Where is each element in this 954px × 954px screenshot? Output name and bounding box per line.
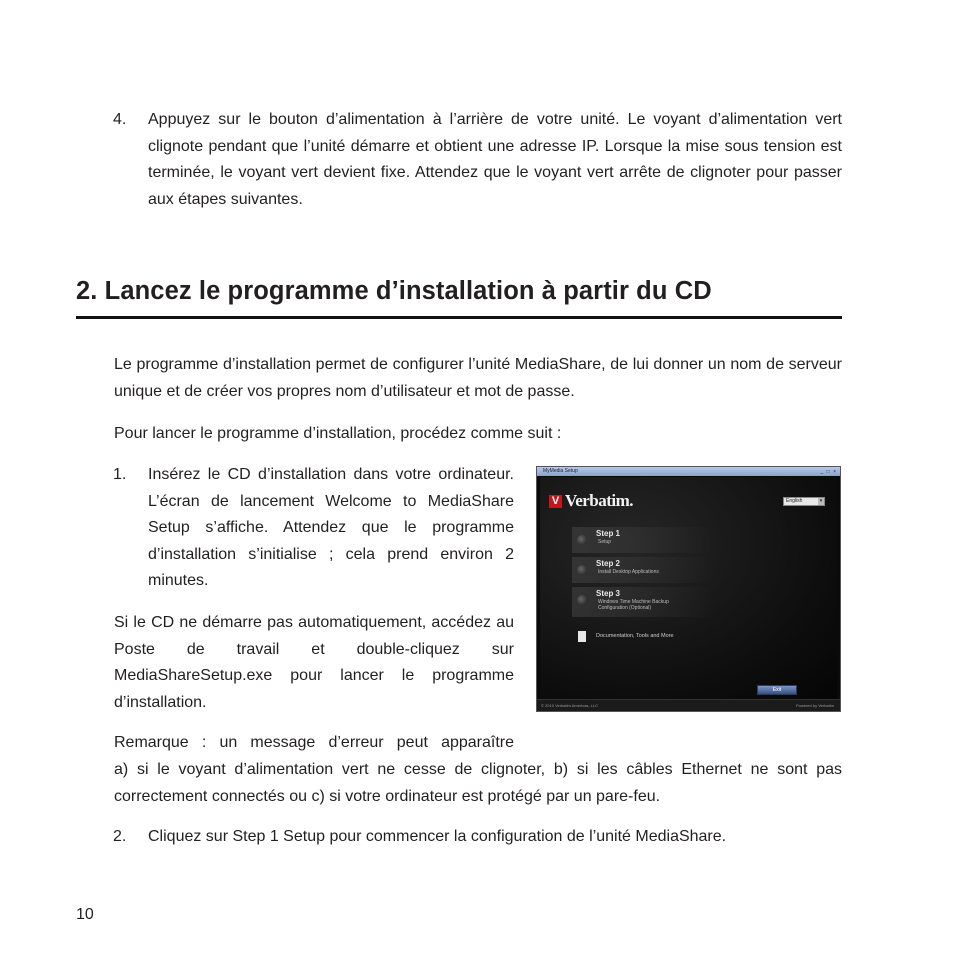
section-heading: 2. Lancez le programme d’installation à partir du CD — [76, 272, 842, 319]
list-number-1: 1. — [113, 466, 127, 483]
step-2-button[interactable] — [572, 557, 712, 583]
step-3-button[interactable] — [572, 587, 712, 617]
step-2-subtitle: Install Desktop Applications — [598, 569, 659, 575]
lead-paragraph: Pour lancer le programme d’installation, procédez comme suit : — [114, 425, 562, 442]
status-bar — [537, 699, 840, 711]
installer-panel — [540, 477, 837, 699]
step-3-title: Step 3 — [596, 589, 621, 598]
step-4-text: Appuyez sur le bouton d’alimentation à l’arrière de votre unité. Le voyant d’alimentation vert clignote pendant que l’unité démarre et obtient une adresse IP. Lorsque la mise sous tension est terminée, le voyant vert devient fixe. Attendez que le voyant vert arrête de clignoter pour passer aux étapes suivantes. — [148, 111, 842, 208]
step-3-subtitle: Windows Time Machine Backup Configuration (Optional) — [598, 599, 669, 611]
list-number-2: 2. — [113, 828, 127, 845]
step-1-title: Step 1 — [596, 529, 621, 538]
verbatim-logo — [549, 491, 633, 511]
step-1-text: Insérez le CD d’installation dans votre ordinateur. L’écran de lancement Welcome to MediaShare Setup s’affiche. Attendez que le programme d’installation s’initialise ; cela prend environ 2 minutes. — [148, 466, 514, 589]
installer-screenshot — [536, 466, 841, 712]
remark-paragraph: a) si le voyant d’alimentation vert ne cesse de clignoter, b) si les câbles Ethernet ne sont pas correctement connectés ou c) si votre ordinateur est protégé par un pare-feu. — [114, 761, 842, 805]
documentation-link[interactable] — [572, 628, 722, 648]
step-orb-icon — [577, 595, 587, 605]
remark-first-line: Remarque : un message d’erreur peut apparaître — [114, 734, 514, 751]
language-select[interactable] — [783, 497, 825, 506]
step-2-title: Step 2 — [596, 559, 621, 568]
exit-button[interactable]: Exit — [757, 685, 797, 695]
verbatim-v-icon: V — [549, 495, 562, 508]
language-value: English — [786, 498, 803, 504]
step-orb-icon — [577, 565, 587, 575]
document-icon — [578, 631, 586, 642]
brand-name: Verbatim. — [565, 491, 634, 510]
copyright-text: © 2010 Verbatim Americas, LLC — [541, 703, 598, 708]
documentation-label: Documentation, Tools and More — [596, 633, 674, 639]
window-titlebar — [537, 467, 840, 476]
step-1-subtitle: Setup — [598, 539, 612, 545]
step-1-button[interactable] — [572, 527, 712, 553]
powered-by-text: Powered by Verbatim — [795, 703, 834, 708]
step-orb-icon — [577, 535, 587, 545]
chevron-down-icon: ▾ — [819, 498, 823, 504]
window-controls[interactable]: _ □ × — [820, 469, 837, 475]
intro-paragraph: Le programme d’installation permet de configurer l’unité MediaShare, de lui donner un nom de serveur unique et de créer vos propres nom d’utilisateur et mot de passe. — [114, 356, 842, 400]
window-title: MyMedia Setup — [543, 468, 578, 474]
page-number: 10 — [76, 906, 94, 923]
cd-note-paragraph: Si le CD ne démarre pas automatiquement, accédez au Poste de travail et double-cliquez sur MediaShareSetup.exe pour lancer le programme d’installation. — [114, 614, 514, 711]
list-number-4: 4. — [113, 111, 127, 128]
step-2-text: Cliquez sur Step 1 Setup pour commencer la configuration de l’unité MediaShare. — [148, 828, 727, 845]
